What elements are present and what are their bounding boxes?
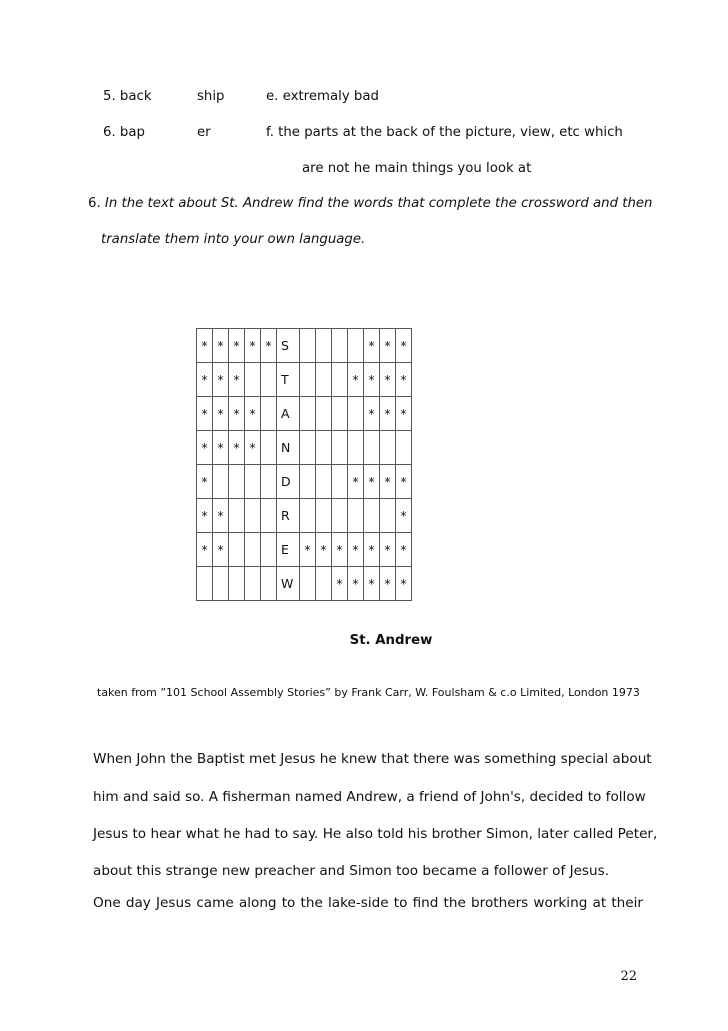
crossword-empty-cell[interactable] — [316, 363, 332, 397]
story-line-2: him and said so. A fisherman named Andrew, a friend of John's, decided to follow — [93, 789, 646, 805]
crossword-row — [197, 533, 412, 567]
crossword-empty-cell[interactable] — [380, 499, 396, 533]
crossword-row — [197, 431, 412, 465]
crossword-blocked-cell: * — [348, 567, 364, 601]
crossword-empty-cell[interactable] — [380, 431, 396, 465]
crossword-empty-cell[interactable] — [229, 465, 245, 499]
crossword-blocked-cell: * — [380, 397, 396, 431]
crossword-blocked-cell: * — [245, 329, 261, 363]
crossword-blocked-cell: * — [300, 533, 316, 567]
crossword-empty-cell[interactable] — [300, 329, 316, 363]
exercise-line-2: translate them into your own language. — [101, 232, 366, 247]
crossword-blocked-cell: * — [229, 397, 245, 431]
crossword-empty-cell[interactable] — [316, 431, 332, 465]
crossword-empty-cell[interactable] — [261, 465, 277, 499]
crossword-empty-cell[interactable] — [261, 567, 277, 601]
crossword-blocked-cell: * — [364, 567, 380, 601]
crossword-empty-cell[interactable] — [348, 329, 364, 363]
crossword-blocked-cell: * — [213, 363, 229, 397]
crossword-empty-cell[interactable] — [332, 329, 348, 363]
crossword-row — [197, 363, 412, 397]
match-f-definition-continued: are not he main things you look at — [302, 161, 532, 176]
crossword-blocked-cell: * — [396, 363, 412, 397]
crossword-blocked-cell: * — [245, 431, 261, 465]
crossword-row — [197, 567, 412, 601]
crossword-row — [197, 499, 412, 533]
crossword-letter-cell[interactable]: R — [277, 499, 300, 533]
crossword-empty-cell[interactable] — [213, 465, 229, 499]
crossword-empty-cell[interactable] — [300, 397, 316, 431]
crossword-blocked-cell: * — [364, 465, 380, 499]
crossword-empty-cell[interactable] — [213, 567, 229, 601]
crossword-blocked-cell: * — [197, 465, 213, 499]
crossword-blocked-cell: * — [396, 465, 412, 499]
crossword-row — [197, 329, 412, 363]
crossword-empty-cell[interactable] — [364, 431, 380, 465]
story-line-5: One day Jesus came along to the lake-side to find the brothers working at their — [93, 895, 643, 911]
crossword-blocked-cell: * — [348, 465, 364, 499]
crossword-letter-cell[interactable]: N — [277, 431, 300, 465]
crossword-blocked-cell: * — [380, 329, 396, 363]
crossword-empty-cell[interactable] — [316, 329, 332, 363]
crossword-blocked-cell: * — [197, 533, 213, 567]
crossword-blocked-cell: * — [316, 533, 332, 567]
crossword-blocked-cell: * — [245, 397, 261, 431]
crossword-blocked-cell: * — [364, 329, 380, 363]
crossword-blocked-cell: * — [380, 363, 396, 397]
crossword-letter-cell[interactable]: S — [277, 329, 300, 363]
crossword-blocked-cell: * — [197, 397, 213, 431]
crossword-blocked-cell: * — [364, 397, 380, 431]
crossword-blocked-cell: * — [332, 533, 348, 567]
crossword-blocked-cell: * — [229, 329, 245, 363]
crossword-empty-cell[interactable] — [332, 431, 348, 465]
crossword-empty-cell[interactable] — [300, 499, 316, 533]
crossword-blocked-cell: * — [396, 329, 412, 363]
crossword-blocked-cell: * — [197, 431, 213, 465]
crossword-empty-cell[interactable] — [332, 499, 348, 533]
crossword-empty-cell[interactable] — [316, 567, 332, 601]
crossword-empty-cell[interactable] — [348, 431, 364, 465]
crossword-empty-cell[interactable] — [261, 431, 277, 465]
crossword-empty-cell[interactable] — [332, 397, 348, 431]
match-6-number: 6. bap — [103, 125, 145, 140]
crossword-blocked-cell: * — [229, 363, 245, 397]
crossword-empty-cell[interactable] — [245, 567, 261, 601]
crossword-empty-cell[interactable] — [245, 363, 261, 397]
crossword-row — [197, 397, 412, 431]
crossword-blocked-cell: * — [348, 533, 364, 567]
story-source: taken from ”101 School Assembly Stories” by Frank Carr, W. Foulsham & c.o Limited, London 1973 — [97, 686, 640, 699]
story-title: St. Andrew — [349, 633, 433, 648]
match-f-definition: f. the parts at the back of the picture, view, etc which — [266, 125, 623, 140]
crossword-blocked-cell: * — [229, 431, 245, 465]
story-line-1: When John the Baptist met Jesus he knew that there was something special about — [93, 751, 652, 767]
crossword-letter-cell[interactable]: W — [277, 567, 300, 601]
crossword-blocked-cell: * — [213, 329, 229, 363]
crossword-blocked-cell: * — [364, 363, 380, 397]
crossword-empty-cell[interactable] — [300, 431, 316, 465]
crossword-empty-cell[interactable] — [332, 465, 348, 499]
crossword-row — [197, 465, 412, 499]
crossword-empty-cell[interactable] — [261, 499, 277, 533]
crossword-letter-cell[interactable]: E — [277, 533, 300, 567]
crossword-empty-cell[interactable] — [316, 397, 332, 431]
crossword-blocked-cell: * — [380, 567, 396, 601]
crossword-empty-cell[interactable] — [229, 499, 245, 533]
match-5-number: 5. back — [103, 89, 152, 104]
crossword-empty-cell[interactable] — [348, 397, 364, 431]
crossword-grid — [196, 328, 412, 601]
crossword-blocked-cell: * — [396, 397, 412, 431]
crossword-blocked-cell: * — [213, 397, 229, 431]
crossword-blocked-cell: * — [197, 499, 213, 533]
crossword-empty-cell[interactable] — [300, 567, 316, 601]
crossword-blocked-cell: * — [332, 567, 348, 601]
crossword-empty-cell[interactable] — [261, 397, 277, 431]
exercise-line-1: In the text about St. Andrew find the words that complete the crossword and then — [104, 196, 653, 211]
crossword-empty-cell[interactable] — [245, 533, 261, 567]
crossword-empty-cell[interactable] — [261, 363, 277, 397]
crossword-empty-cell[interactable] — [261, 533, 277, 567]
crossword-empty-cell[interactable] — [348, 499, 364, 533]
crossword-letter-cell[interactable]: D — [277, 465, 300, 499]
crossword-empty-cell[interactable] — [396, 431, 412, 465]
crossword-blocked-cell: * — [213, 533, 229, 567]
crossword-blocked-cell: * — [197, 329, 213, 363]
crossword-blocked-cell: * — [364, 533, 380, 567]
crossword-empty-cell[interactable] — [364, 499, 380, 533]
crossword-empty-cell[interactable] — [245, 499, 261, 533]
match-5-part: ship — [197, 89, 225, 104]
exercise-number: 6. — [88, 196, 101, 211]
crossword-blocked-cell: * — [380, 465, 396, 499]
crossword-blocked-cell: * — [396, 499, 412, 533]
crossword-empty-cell[interactable] — [229, 567, 245, 601]
crossword-empty-cell[interactable] — [300, 465, 316, 499]
crossword-letter-cell[interactable]: T — [277, 363, 300, 397]
crossword-blocked-cell: * — [213, 431, 229, 465]
crossword-blocked-cell: * — [261, 329, 277, 363]
crossword-blocked-cell: * — [396, 533, 412, 567]
page-number: 22 — [620, 969, 637, 984]
crossword-blocked-cell: * — [396, 567, 412, 601]
crossword-blocked-cell: * — [213, 499, 229, 533]
crossword-empty-cell[interactable] — [229, 533, 245, 567]
exercise-6-instruction — [88, 196, 652, 211]
story-line-3: Jesus to hear what he had to say. He also told his brother Simon, later called Peter, — [93, 826, 658, 842]
match-e-definition: e. extremaly bad — [266, 89, 379, 104]
crossword-letter-cell[interactable]: A — [277, 397, 300, 431]
crossword-empty-cell[interactable] — [300, 363, 316, 397]
crossword-blocked-cell: * — [348, 363, 364, 397]
crossword-empty-cell[interactable] — [245, 465, 261, 499]
crossword-empty-cell[interactable] — [197, 567, 213, 601]
crossword-empty-cell[interactable] — [316, 465, 332, 499]
crossword-blocked-cell: * — [380, 533, 396, 567]
crossword-empty-cell[interactable] — [332, 363, 348, 397]
match-6-part: er — [197, 125, 211, 140]
story-line-4: about this strange new preacher and Simon too became a follower of Jesus. — [93, 863, 610, 879]
crossword-empty-cell[interactable] — [316, 499, 332, 533]
crossword-blocked-cell: * — [197, 363, 213, 397]
